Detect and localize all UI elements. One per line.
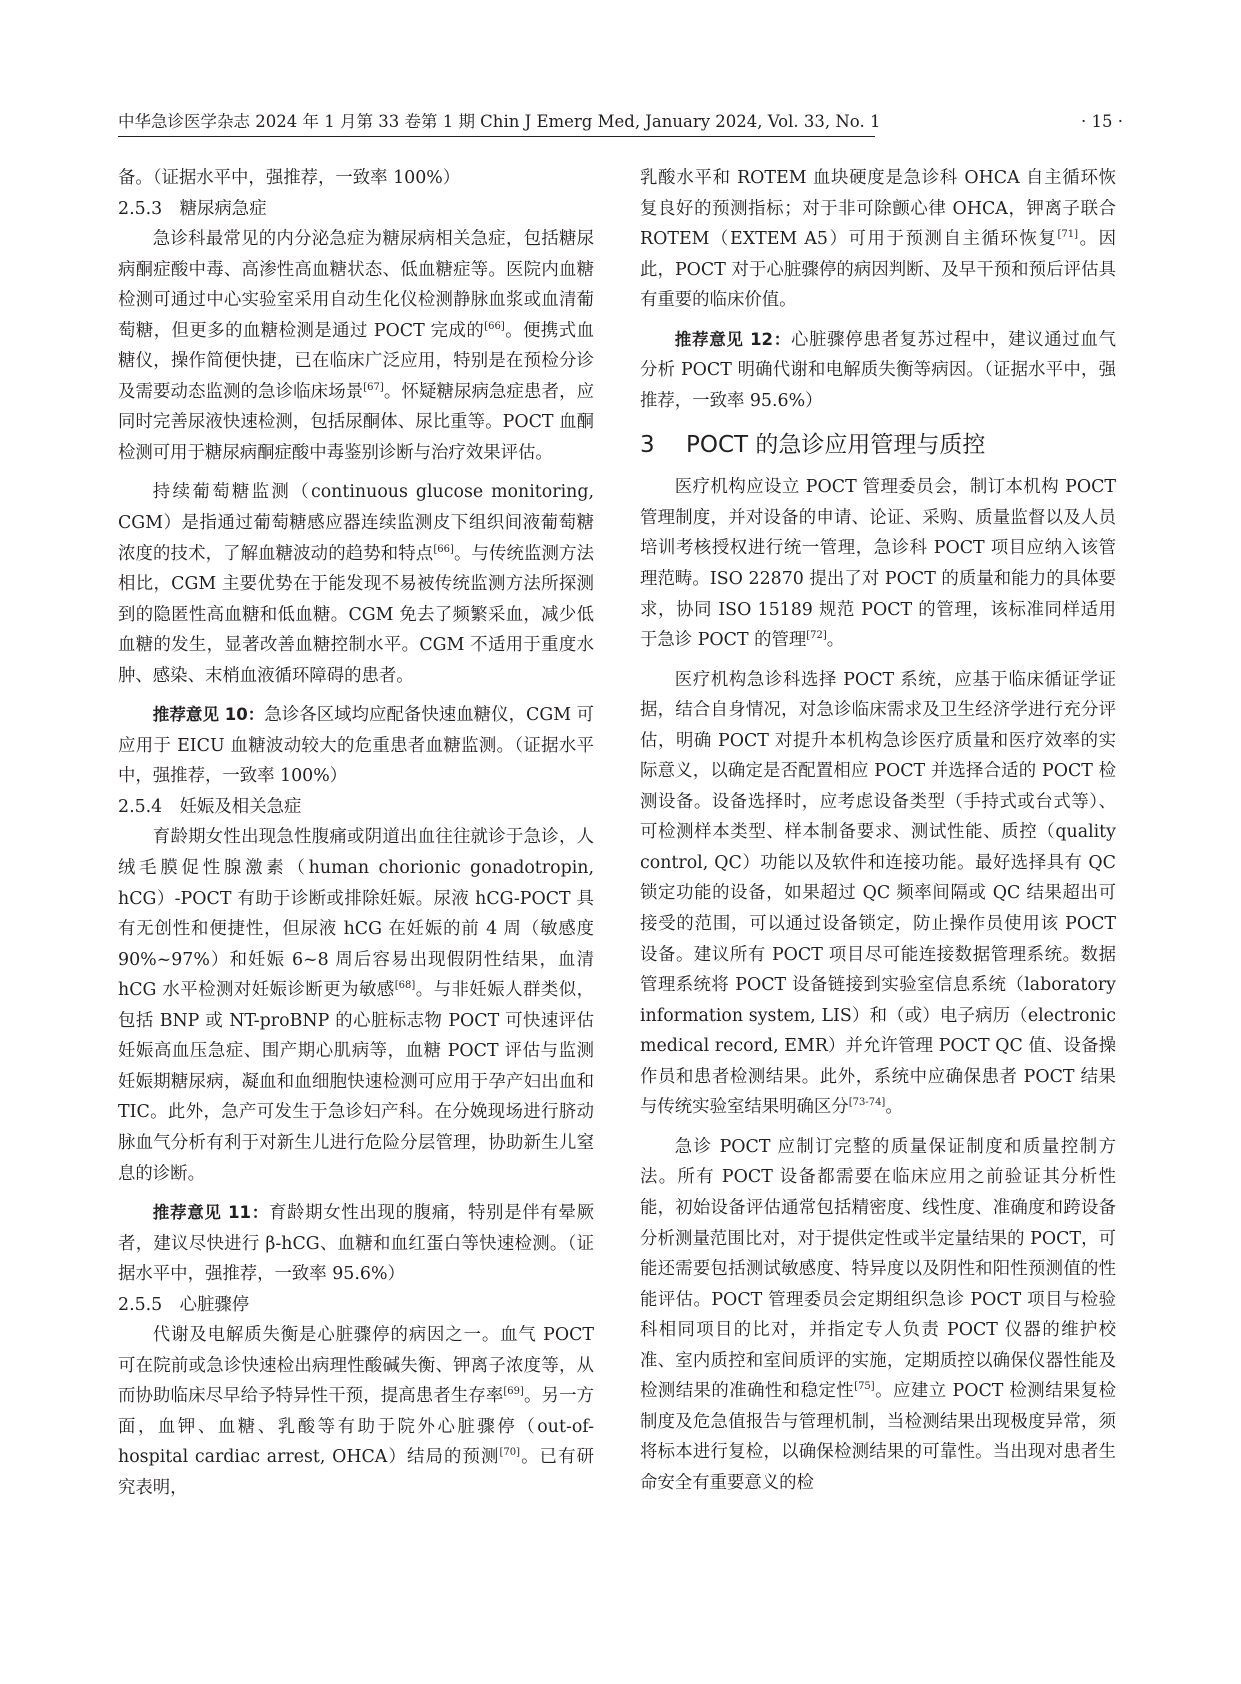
citation-ref: [69]	[503, 1386, 524, 1398]
left-column	[118, 163, 594, 1504]
section-title: POCT 的急诊应用管理与质控	[686, 432, 986, 459]
recommendation-label: 推荐意见 11：	[152, 1203, 269, 1223]
recommendation-label: 推荐意见 12：	[674, 329, 791, 349]
paragraph-device-selection: 医疗机构急诊科选择 POCT 系统，应基于临床循证学证据，结合自身情况，对急诊临床需求及卫生经济学进行充分评估，明确 POCT 对提升本机构急诊医疗质量和医疗效率的实际意义，以确定是否配置相应 POCT 并选择合适的 POCT 检测设备。设备选择时，应考虑设备类型（手持式或台式等）、可检测样本类型、样本制备要求、测试性能、质控（quality control, QC）功能以及软件和连接功能。最好选择具有 QC 锁定功能的设备，如果超过 QC 频率间隔或 QC 结果超出可接受的范围，可以通过设备锁定，防止操作员使用该 POCT 设备。建议所有 POCT 项目尽可能连接数据管理系统。数据管理系统将 POCT 设备链接到实验室信息系统（laboratory information system, LIS）和（或）电子病历（electronic medical record, EMR）并允许管理 POCT QC 值、设备操作员和患者检测结果。此外，系统中应确保患者 POCT 结果与传统实验室结果明确区分[73-74]。	[640, 669, 1116, 1118]
header-rule	[118, 136, 875, 137]
citation-ref: [75]	[854, 1381, 875, 1393]
paragraph-quality-control: 急诊 POCT 应制订完整的质量保证制度和质量控制方法。所有 POCT 设备都需要在临床应用之前验证其分析性能，初始设备评估通常包括精密度、线性度、准确度和跨设备分析测量范围比对，对于提供定性或半定量结果的 POCT，可能还需要包括测试敏感度、特异度以及阴性和阳性预测值的性能评估。POCT 管理委员会定期组织急诊 POCT 项目与检验科相同项目的比对，并指定专人负责 POCT 仪器的维护校准、室内质控和室间质评的实施，定期质控以确保仪器性能及检测结果的准确性和稳定性[75]。应建立 POCT 检测结果复检制度及危急值报告与管理机制，当检测结果出现极度异常，须将标本进行复检，以确保检测结果的可靠性。当出现对患者生命安全有重要意义的检	[640, 1136, 1116, 1493]
citation-ref: [70]	[499, 1447, 520, 1459]
citation-ref: [68]	[394, 980, 416, 992]
recommendation-10: 推荐意见 10：急诊各区域均应配备快速血糖仪，CGM 可应用于 EICU 血糖波动较大的危重患者血糖监测。（证据水平中，强推荐，一致率 100%）	[118, 705, 594, 787]
citation-ref: [67]	[363, 381, 384, 393]
citation-ref: [71]	[1057, 229, 1078, 241]
recommendation-12: 推荐意见 12：心脏骤停患者复苏过程中，建议通过血气分析 POCT 明确代谢和电解质失衡等病因。（证据水平中，强推荐，一致率 95.6%）	[640, 329, 1116, 411]
paragraph-continuation: 乳酸水平和 ROTEM 血块硬度是急诊科 OHCA 自主循环恢复良好的预测指标；对于非可除颤心律 OHCA，钾离子联合 ROTEM（EXTEM A5）可用于预测自主循环恢复[71]。因此，POCT 对于心脏骤停的病因判断、及早干预和预后评估具有重要的临床价值。	[640, 168, 1116, 311]
paragraph-continuation: 备。（证据水平中，强推荐，一致率 100%）	[118, 168, 461, 188]
citation-ref: [66]	[433, 543, 454, 555]
recommendation-label: 推荐意见 10：	[152, 705, 265, 725]
subsection-heading-2-5-5: 2.5.5 心脏骤停	[118, 1294, 250, 1315]
paragraph-management: 医疗机构应设立 POCT 管理委员会，制订本机构 POCT 管理制度，并对设备的申请、论证、采购、质量监督以及人员培训考核授权进行统一管理，急诊科 POCT 项目应纳入该管理范畴。ISO 22870 提出了对 POCT 的质量和能力的具体要求，协同 ISO 15189 规范 POCT 的管理，该标准同样适用于急诊 POCT 的管理[72]。	[640, 477, 1116, 651]
page-header	[118, 110, 1123, 134]
citation-ref: [72]	[806, 630, 827, 642]
citation-ref: [73-74]	[848, 1097, 886, 1109]
subsection-heading-2-5-3: 2.5.3 糖尿病急症	[118, 198, 267, 219]
paragraph-cgm: 持续葡萄糖监测（continuous glucose monitoring, CGM）是指通过葡萄糖感应器连续监测皮下组织间液葡萄糖浓度的技术，了解血糖波动的趋势和特点[66]。与传统监测方法相比，CGM 主要优势在于能发现不易被传统监测方法所探测到的隐匿性高血糖和低血糖。CGM 免去了频繁采血，减少低血糖的发生，显著改善血糖控制水平。CGM 不适用于重度水肿、感染、末梢血液循环障碍的患者。	[118, 482, 594, 686]
recommendation-11: 推荐意见 11：育龄期女性出现的腹痛，特别是伴有晕厥者，建议尽快进行 β-hCG、血糖和血红蛋白等快速检测。（证据水平中，强推荐，一致率 95.6%）	[118, 1203, 594, 1285]
subsection-heading-2-5-4: 2.5.4 妊娠及相关急症	[118, 796, 302, 817]
paragraph-cardiac-arrest: 代谢及电解质失衡是心脏骤停的病因之一。血气 POCT 可在院前或急诊快速检出病理性酸碱失衡、钾离子浓度等，从而协助临床尽早给予特异性干预，提高患者生存率[69]。另一方面，血钾、血糖、乳酸等有助于院外心脏骤停（out-of-hospital cardiac arrest, OHCA）结局的预测[70]。已有研究表明，	[118, 1325, 594, 1498]
page-number: · 15 ·	[1081, 112, 1123, 131]
section-number: 3	[640, 432, 655, 459]
citation-ref: [66]	[484, 320, 505, 332]
right-column	[640, 163, 1116, 1498]
paragraph-pregnancy: 育龄期女性出现急性腹痛或阴道出血往往就诊于急诊，人绒毛膜促性腺激素（human chorionic gonadotropin, hCG）-POCT 有助于诊断或排除妊娠。尿液 hCG-POCT 具有无创性和便捷性，但尿液 hCG 在妊娠的前 4 周（敏感度 90%~97%）和妊娠 6~8 周后容易出现假阴性结果，血清 hCG 水平检测对妊娠诊断更为敏感[68]。与非妊娠人群类似，包括 BNP 或 NT-proBNP 的心脏标志物 POCT 可快速评估妊娠高血压急症、围产期心肌病等，血糖 POCT 评估与监测妊娠期糖尿病，凝血和血细胞快速检测可应用于孕产妇出血和 TIC。此外，急产可发生于急诊妇产科。在分娩现场进行脐动脉血气分析有利于对新生儿进行危险分层管理，协助新生儿窒息的诊断。	[118, 827, 594, 1184]
journal-citation: 中华急诊医学杂志 2024 年 1 月第 33 卷第 1 期 Chin J Emerg Med, January 2024, Vol. 33, No. 1	[118, 112, 881, 131]
paragraph-diabetes: 急诊科最常见的内分泌急症为糖尿病相关急症，包括糖尿病酮症酸中毒、高渗性高血糖状态、低血糖症等。医院内血糖检测可通过中心实验室采用自动生化仪检测静脉血浆或血清葡萄糖，但更多的血糖检测是通过 POCT 完成的[66]。便携式血糖仪，操作简便快捷，已在临床广泛应用，特别是在预检分诊及需要动态监测的急诊临床场景[67]。怀疑糖尿病急症患者，应同时完善尿液快速检测，包括尿酮体、尿比重等。POCT 血酮检测可用于糖尿病酮症酸中毒鉴别诊断与治疗效果评估。	[118, 229, 594, 463]
section-heading-3	[640, 430, 1116, 460]
